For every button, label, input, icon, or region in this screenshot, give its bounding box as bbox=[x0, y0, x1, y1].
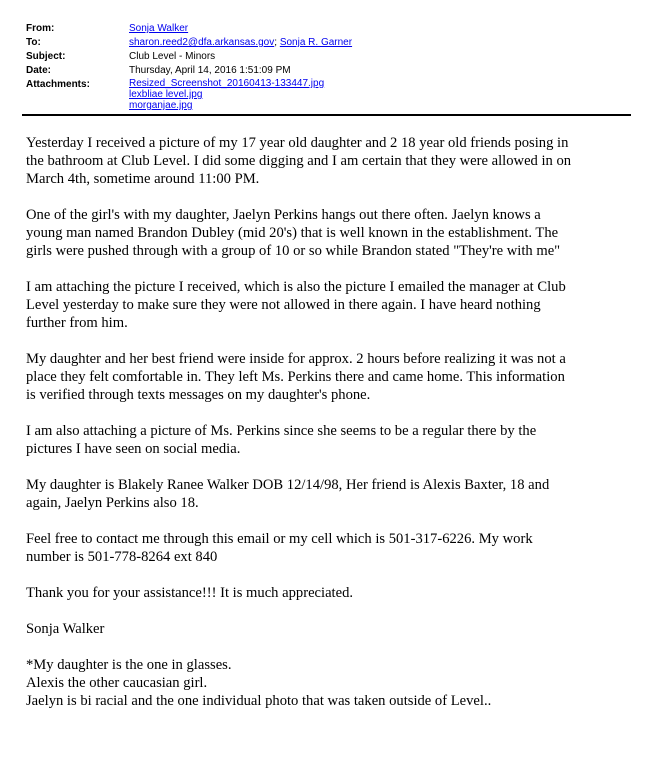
body-line: March 4th, sometime around 11:00 PM. bbox=[26, 171, 260, 187]
attachment-link[interactable]: Resized_Screenshot_20160413-133447.jpg bbox=[129, 78, 325, 89]
to-row bbox=[26, 36, 352, 50]
body-line: I am also attaching a picture of Ms. Perkins since she seems to be a regular there by the bbox=[26, 423, 537, 439]
to-label: To: bbox=[26, 37, 41, 48]
body-line: the bathroom at Club Level. I did some digging and I am certain that they were allowed in on bbox=[26, 153, 572, 169]
from-sender-link[interactable]: Sonja Walker bbox=[129, 23, 189, 34]
body-line: My daughter and her best friend were inside for approx. 2 hours before realizing it was not a bbox=[26, 351, 566, 367]
signature bbox=[26, 620, 636, 638]
body-paragraph bbox=[26, 476, 636, 512]
body-line: Jaelyn is bi racial and the one individual photo that was taken outside of Level.. bbox=[26, 693, 492, 709]
body-paragraph bbox=[26, 530, 636, 566]
body-line: Feel free to contact me through this email or my cell which is 501-317-6226. My work bbox=[26, 531, 533, 547]
body-paragraph bbox=[26, 278, 636, 332]
date-value: Thursday, April 14, 2016 1:51:09 PM bbox=[129, 65, 291, 76]
body-paragraph bbox=[26, 584, 636, 602]
attachments-list bbox=[129, 78, 324, 111]
body-paragraph bbox=[26, 350, 636, 404]
date-row bbox=[26, 64, 352, 78]
body-line: *My daughter is the one in glasses. bbox=[26, 657, 232, 673]
body-paragraph bbox=[26, 206, 636, 260]
attachment-link[interactable]: morganjae.jpg bbox=[129, 100, 193, 111]
body-line: place they felt comfortable in. They left Ms. Perkins there and came home. This information bbox=[26, 369, 565, 385]
to-separator: ; bbox=[274, 37, 280, 48]
to-recipient-name-link[interactable]: Sonja R. Garner bbox=[279, 37, 353, 48]
email-header bbox=[26, 22, 352, 111]
from-row bbox=[26, 22, 352, 36]
body-line: young man named Brandon Dubley (mid 20's) that is well known in the establishment. The bbox=[26, 225, 559, 241]
body-line: number is 501-778-8264 ext 840 bbox=[26, 549, 218, 565]
from-label: From: bbox=[26, 23, 55, 34]
body-paragraph bbox=[26, 422, 636, 458]
header-divider bbox=[22, 114, 631, 116]
attachments-row bbox=[26, 78, 352, 111]
subject-value: Club Level - Minors bbox=[129, 51, 216, 62]
body-line: Yesterday I received a picture of my 17 year old daughter and 2 18 year old friends posing in bbox=[26, 135, 569, 151]
attachment-link[interactable]: lexbliae level.jpg bbox=[129, 89, 203, 100]
date-label: Date: bbox=[26, 65, 52, 76]
postscript bbox=[26, 656, 636, 710]
email-body bbox=[26, 134, 636, 710]
body-line: is verified through texts messages on my daughter's phone. bbox=[26, 387, 371, 403]
body-line: My daughter is Blakely Ranee Walker DOB 12/14/98, Her friend is Alexis Baxter, 18 and bbox=[26, 477, 550, 493]
body-line: again, Jaelyn Perkins also 18. bbox=[26, 495, 199, 511]
body-line: Sonja Walker bbox=[26, 621, 105, 637]
to-recipient-email-link[interactable]: sharon.reed2@dfa.arkansas.gov bbox=[129, 37, 275, 48]
body-line: girls were pushed through with a group of 10 or so while Brandon stated "They're with me" bbox=[26, 243, 561, 259]
body-line: further from him. bbox=[26, 315, 128, 331]
body-line: Alexis the other caucasian girl. bbox=[26, 675, 208, 691]
body-line: Thank you for your assistance!!! It is much appreciated. bbox=[26, 585, 354, 601]
body-line: One of the girl's with my daughter, Jaelyn Perkins hangs out there often. Jaelyn knows a bbox=[26, 207, 541, 223]
subject-label: Subject: bbox=[26, 51, 66, 62]
body-line: pictures I have seen on social media. bbox=[26, 441, 241, 457]
body-paragraph bbox=[26, 134, 636, 188]
attachments-label: Attachments: bbox=[26, 79, 90, 90]
body-line: Level yesterday to make sure they were not allowed in there again. I have heard nothing bbox=[26, 297, 541, 313]
subject-row bbox=[26, 50, 352, 64]
body-line: I am attaching the picture I received, which is also the picture I emailed the manager at Club bbox=[26, 279, 566, 295]
